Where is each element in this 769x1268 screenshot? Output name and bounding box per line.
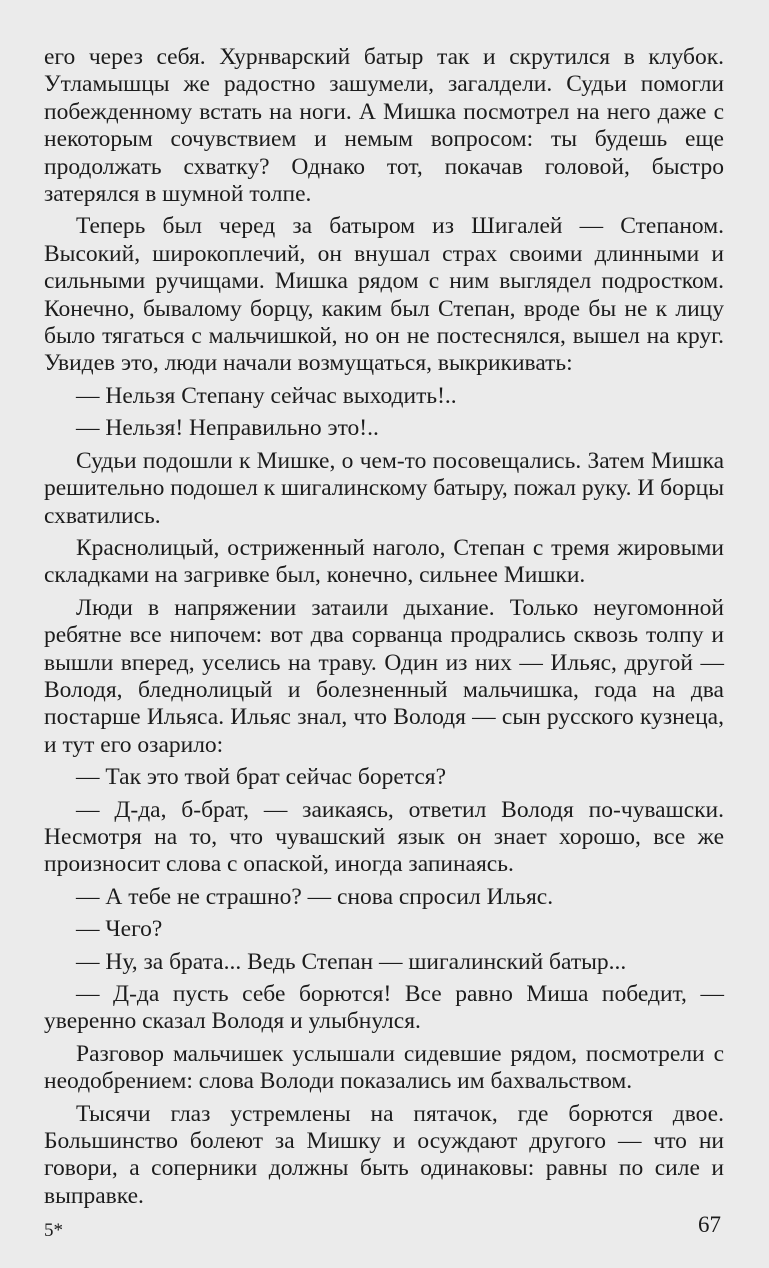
paragraph: Тысячи глаз устремлены на пятачок, где борются двое. Большинство болеют за Мишку и осуждают другого — что ни говори, а соперники должны быть одинаковы: равны по силе и выправке.	[44, 1100, 724, 1209]
paragraph: Судьи подошли к Мишке, о чем-то посовещались. Затем Мишка решительно подошел к шигалинскому батыру, пожал руку. И борцы схватились.	[44, 447, 724, 529]
paragraph: Люди в напряжении затаили дыхание. Только неугомонной ребятне все нипочем: вот два сорванца продрались сквозь толпу и вышли вперед, уселись на траву. Один из них — Ильяс, другой — Володя, бледнолицый и болезненный мальчишка, года на два постарше Ильяса. Ильяс знал, что Володя — сын русского кузнеца, и тут его озарило:	[44, 594, 724, 758]
paragraph: — Нельзя! Неправильно это!..	[76, 415, 379, 442]
paragraph: — Д-да пусть себе борются! Все равно Миша победит, — уверенно сказал Володя и улыбнулся.	[44, 981, 724, 1035]
paragraph: — А тебе не страшно? — снова спросил Ильяс.	[76, 883, 554, 910]
paragraph: — Чего?	[76, 916, 163, 943]
paragraph: Теперь был черед за батыром из Шигалей — Степаном. Высокий, широкоплечий, он внушал страх своими длинными и сильными ручищами. Мишка рядом с ним выглядел подростком. Конечно, бывалому борцу, каким был Степан, вроде бы не к лицу было тягаться с мальчишкой, но он не постеснялся, вышел на круг. Увидев это, люди начали возмущаться, выкрикивать:	[44, 213, 724, 377]
paragraph: — Так это твой брат сейчас борется?	[76, 764, 447, 791]
signature-mark: 5*	[44, 1220, 63, 1241]
page-number: 67	[698, 1212, 721, 1237]
body-text	[44, 44, 724, 1215]
paragraph: — Ну, за брата... Ведь Степан — шигалинский батыр...	[76, 948, 627, 975]
paragraph: — Нельзя Степану сейчас выходить!..	[76, 382, 457, 409]
paragraph: Краснолицый, остриженный наголо, Степан с тремя жировыми складками на загривке был, конечно, сильнее Мишки.	[44, 534, 724, 589]
paragraph: его через себя. Хурнварский батыр так и скрутился в клубок. Утламышцы же радостно зашумели, загалдели. Судьи помогли побежденному встать на ноги. А Мишка посмотрел на него даже с некоторым сочувствием и немым вопросом: ты будешь еще продолжать схватку? Однако тот, покачав головой, быстро затерялся в шумной толпе.	[44, 44, 724, 208]
paragraph: — Д-да, б-брат, — заикаясь, ответил Володя по-чувашски. Несмотря на то, что чувашский язык он знает хорошо, все же произносит слова с опаской, иногда запинаясь.	[44, 796, 724, 878]
paragraph: Разговор мальчишек услышали сидевшие рядом, посмотрели с неодобрением: слова Володи показались им бахвальством.	[44, 1040, 724, 1095]
